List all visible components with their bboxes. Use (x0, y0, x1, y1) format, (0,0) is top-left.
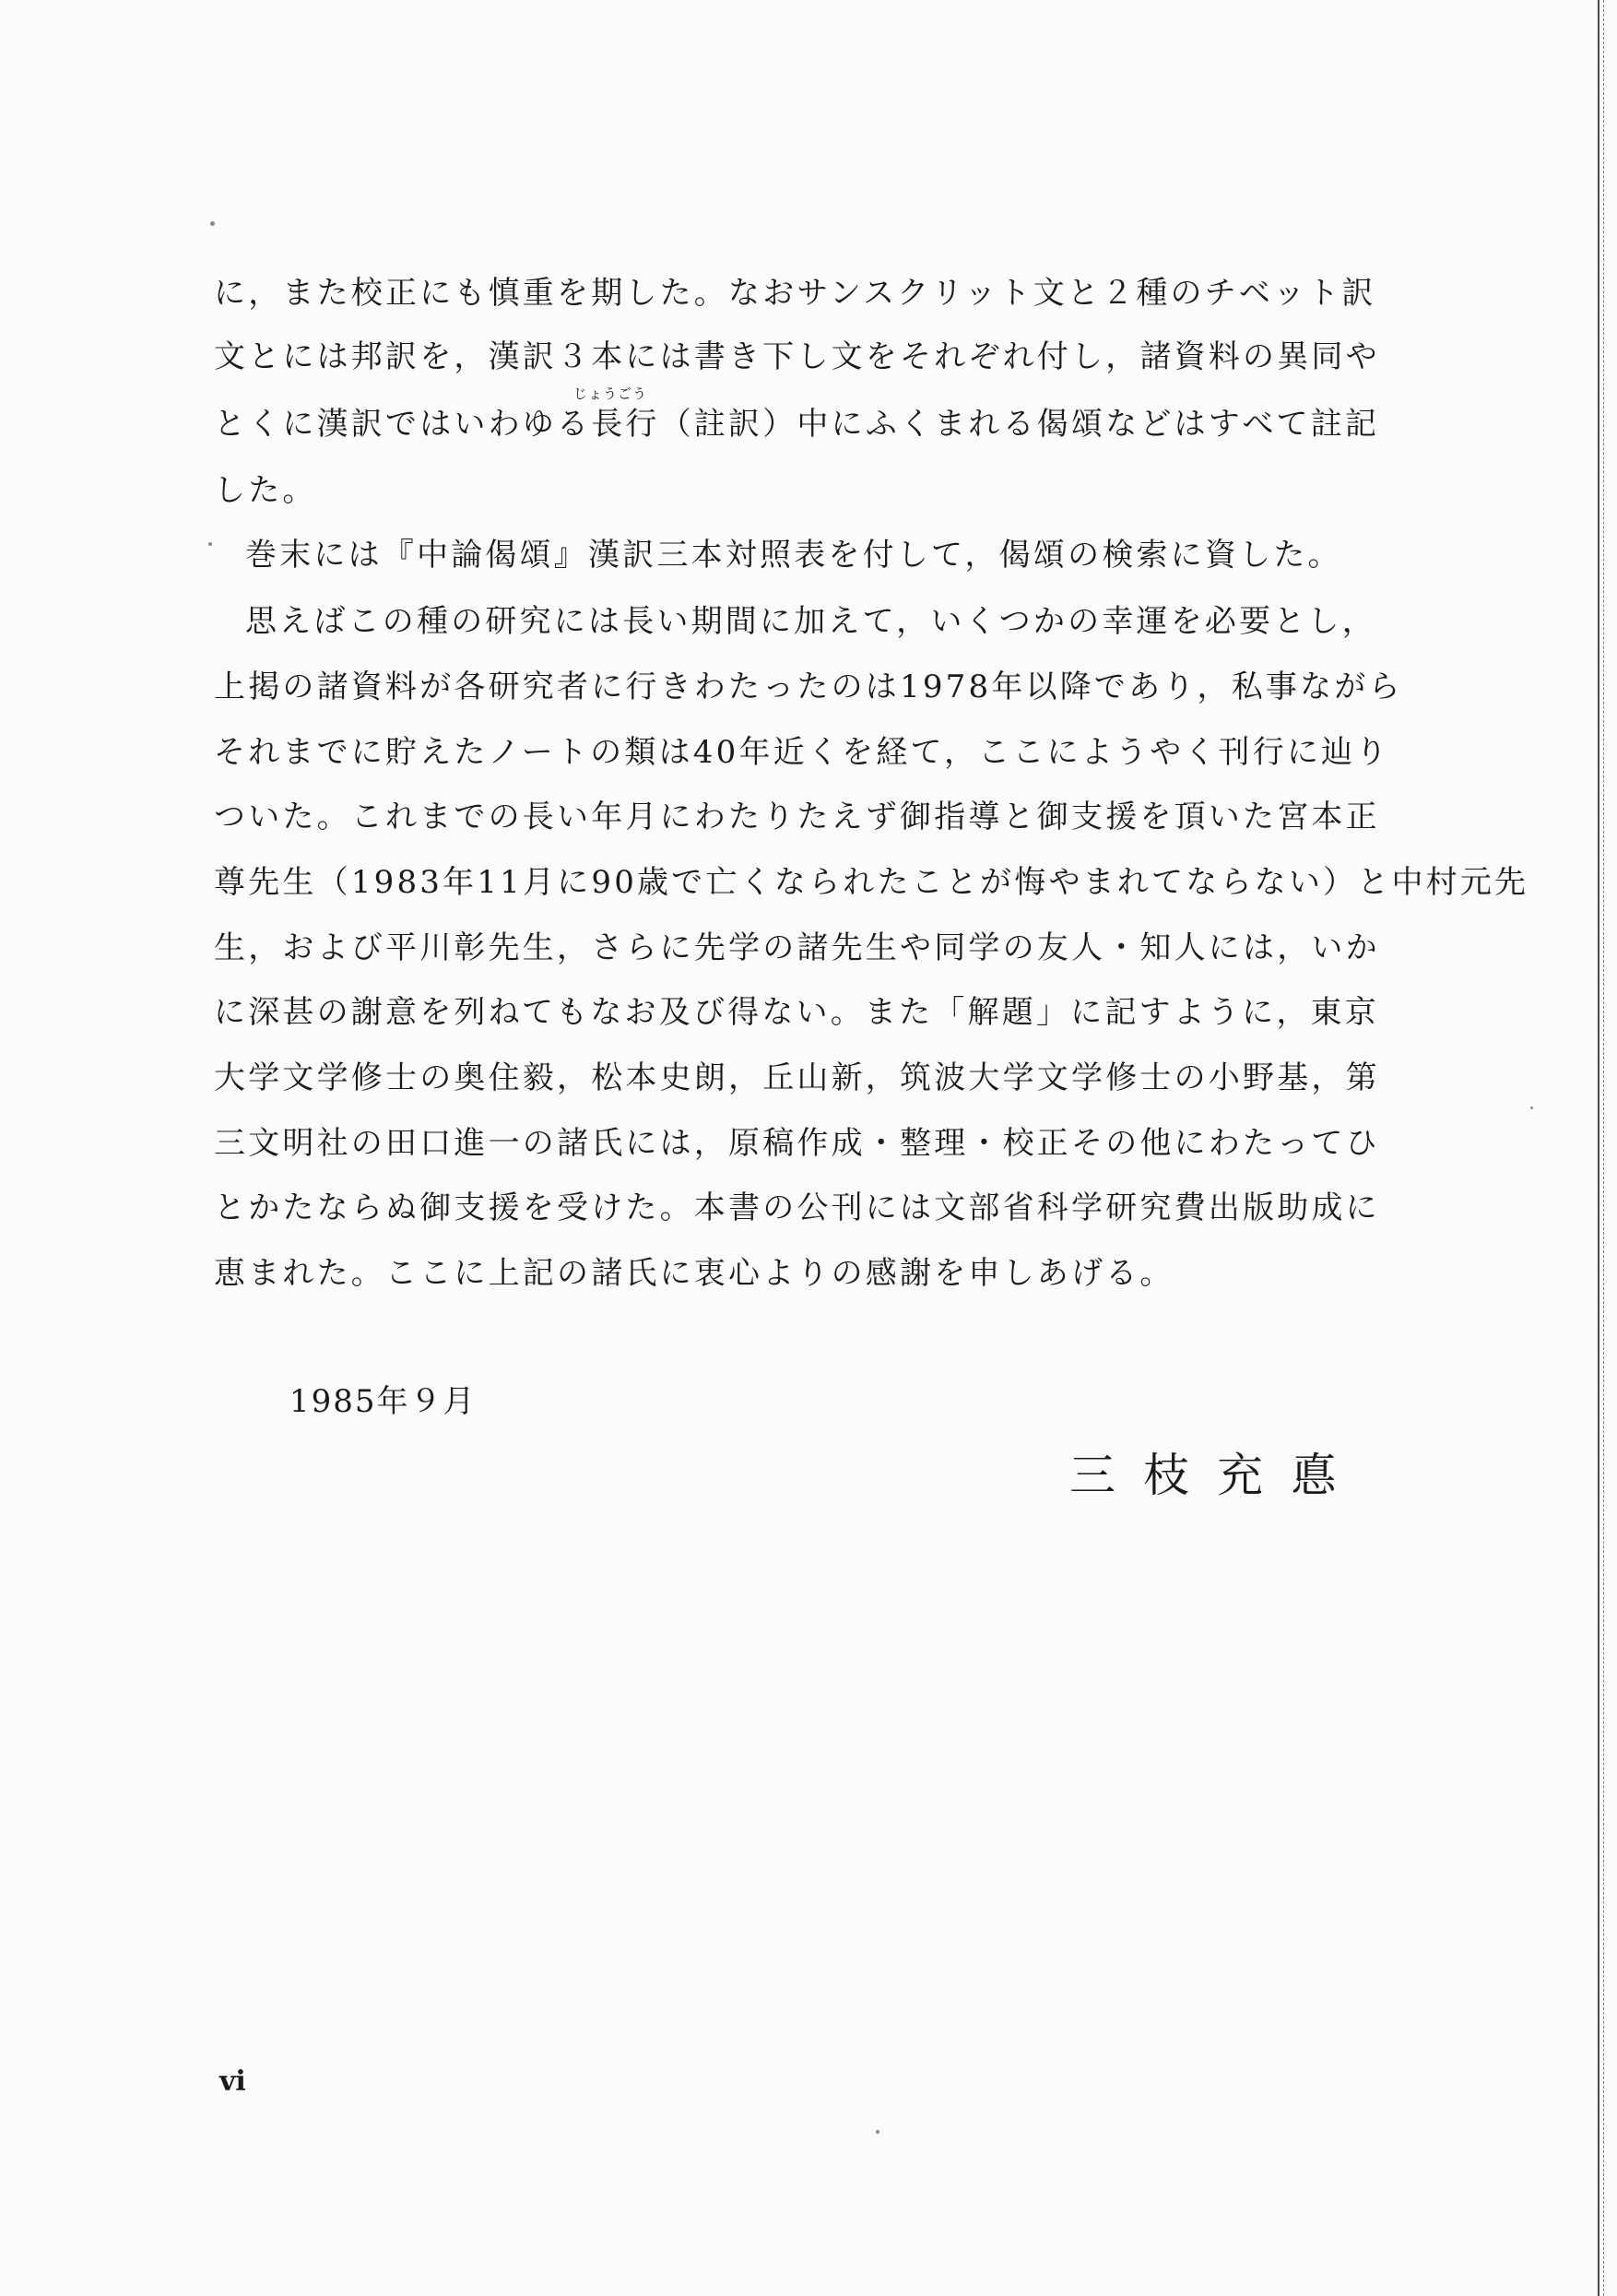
scan-speck (1530, 1107, 1533, 1109)
text-line: した。 (214, 472, 317, 509)
text-line: ついた。これまでの長い年月にわたりたえず御指導と御支援を頂いた宮本正 (214, 799, 1380, 835)
scan-speck (876, 2130, 879, 2134)
text-line: 上掲の諸資料が各研究者に行きわたったのは1978年以降であり，私事ながら (214, 669, 1403, 705)
scan-speck (208, 542, 212, 546)
text-line: 巻末には『中論偈頌』漢訳三本対照表を付して，偈頌の検索に資した。 (245, 537, 1342, 574)
text-line: それまでに貯えたノートの類は40年近くを経て，ここにようやく刊行に辿り (214, 734, 1390, 771)
ruby-annotation: じょうごう (573, 385, 648, 402)
text-line: に深甚の謝意を列ねてもなお及び得ない。また「解題」に記すように，東京 (214, 994, 1379, 1031)
text-line: に，また校正にも慎重を期した。なおサンスクリット文と２種のチベット訳 (214, 275, 1376, 312)
scan-border-edge (1598, 0, 1604, 2296)
scan-speck (210, 221, 215, 226)
text-line: 三文明社の田口進一の諸氏には，原稿作成・整理・校正その他にわたってひ (214, 1125, 1380, 1162)
page-number: vi (219, 2065, 246, 2098)
text-line: 尊先生（1983年11月に90歳で亡くなられたことが悔やまれてならない）と中村元先 (214, 864, 1529, 901)
text-line: とかたならぬ御支援を受けた。本書の公刊には文部省科学研究費出版助成に (214, 1189, 1380, 1226)
text-line: 恵まれた。ここに上記の諸氏に衷心よりの感謝を申しあげる。 (214, 1255, 1174, 1292)
text-line: 生，および平川彰先生，さらに先学の諸先生や同学の友人・知人には，いか (214, 929, 1380, 966)
preface-date: 1985年９月 (289, 1383, 477, 1420)
text-line: 大学文学修士の奥住毅，松本史朗，丘山新，筑波大学文学修士の小野基，第 (214, 1059, 1380, 1096)
text-line: とくに漢訳ではいわゆる長行（註訳）中にふくまれる偈頌などはすべて註記 (214, 406, 1380, 443)
text-line: 文とには邦訳を，漢訳３本には書き下し文をそれぞれ付し，諸資料の異同や (214, 338, 1380, 375)
author-signature: 三枝充悳 (1069, 1449, 1364, 1502)
text-line: 思えばこの種の研究には長い期間に加えて，いくつかの幸運を必要とし， (245, 603, 1376, 640)
